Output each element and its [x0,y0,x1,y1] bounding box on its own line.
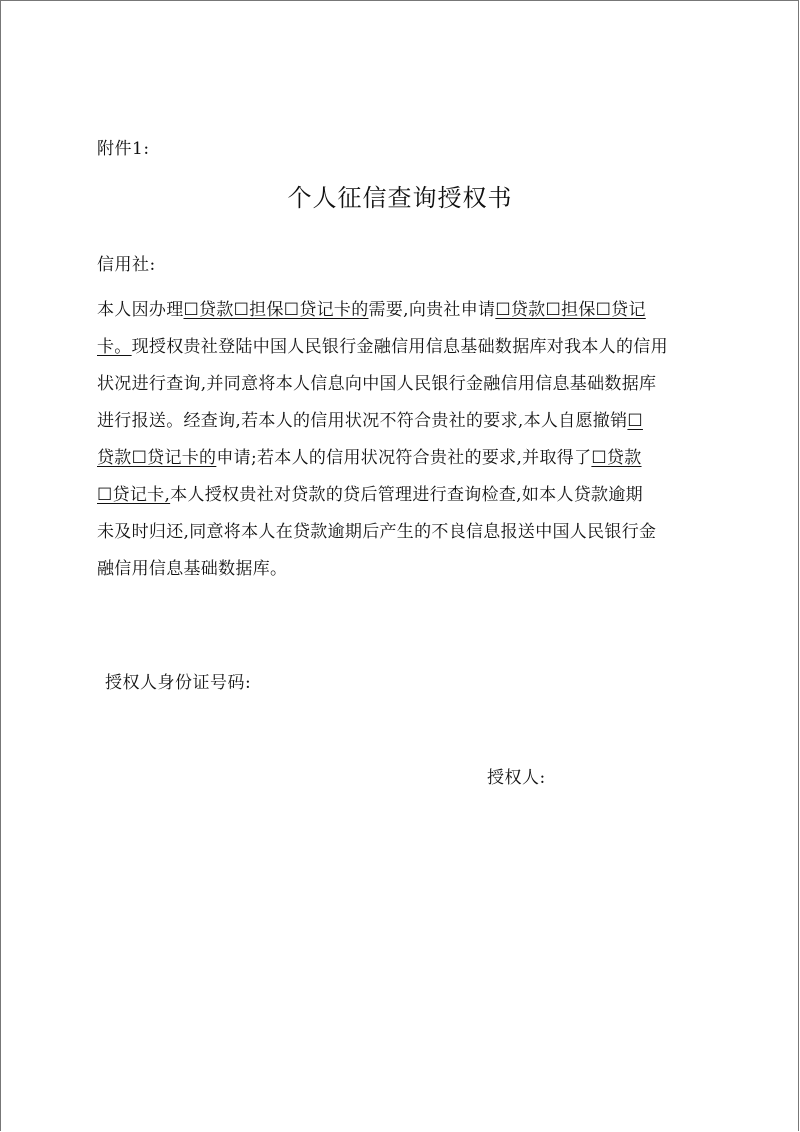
body-line [97,292,709,329]
text-segment: 申请;若本人的信用状况符合贵社的要求,并取得了 [216,448,592,468]
page-title: 个人征信查询授权书 [287,184,513,212]
loan-option-checkboxes: 卡。 [97,337,132,357]
body-line [97,440,709,477]
text-segment: 本人授权贵社对贷款的贷后管理进行查询检查,如本人贷款逾期 [170,485,643,505]
text-segment: 进行报送。经查询,若本人的信用状况不符合贵社的要求,本人自愿撤销 [97,411,628,431]
body-line [97,514,709,551]
body-line [97,366,709,403]
body-line [97,477,709,514]
loan-option-checkboxes: ☐ [627,411,643,431]
attachment-label: 附件1: [97,139,150,159]
text-segment: 状况进行查询,并同意将本人信息向中国人民银行金融信用信息基础数据库 [97,374,657,394]
authorization-body [97,292,709,588]
signer-label: 授权人: [487,768,546,788]
salutation: 信用社: [97,255,156,275]
text-segment: 未及时归还,同意将本人在贷款逾期后产生的不良信息报送中国人民银行金 [97,522,657,542]
body-line [97,329,709,366]
loan-option-checkboxes: ☐贷款☐担保☐贷记 [495,300,646,320]
text-segment: 现授权贵社登陆中国人民银行金融信用信息基础数据库对我本人的信用 [131,337,668,357]
loan-option-checkboxes: ☐贷款 [591,448,642,468]
body-line [97,403,709,440]
id-number-label: 授权人身份证号码: [105,673,252,693]
loan-option-checkboxes: ☐贷款☐担保☐贷记卡的 [183,300,369,320]
loan-option-checkboxes: 贷款☐贷记卡的 [97,448,217,468]
text-segment: 需要,向贵社申请 [368,300,496,320]
text-segment: 融信用信息基础数据库。 [97,559,288,579]
body-line [97,551,709,588]
loan-option-checkboxes: ☐贷记卡, [97,485,171,505]
text-segment: 本人因办理 [97,300,184,320]
